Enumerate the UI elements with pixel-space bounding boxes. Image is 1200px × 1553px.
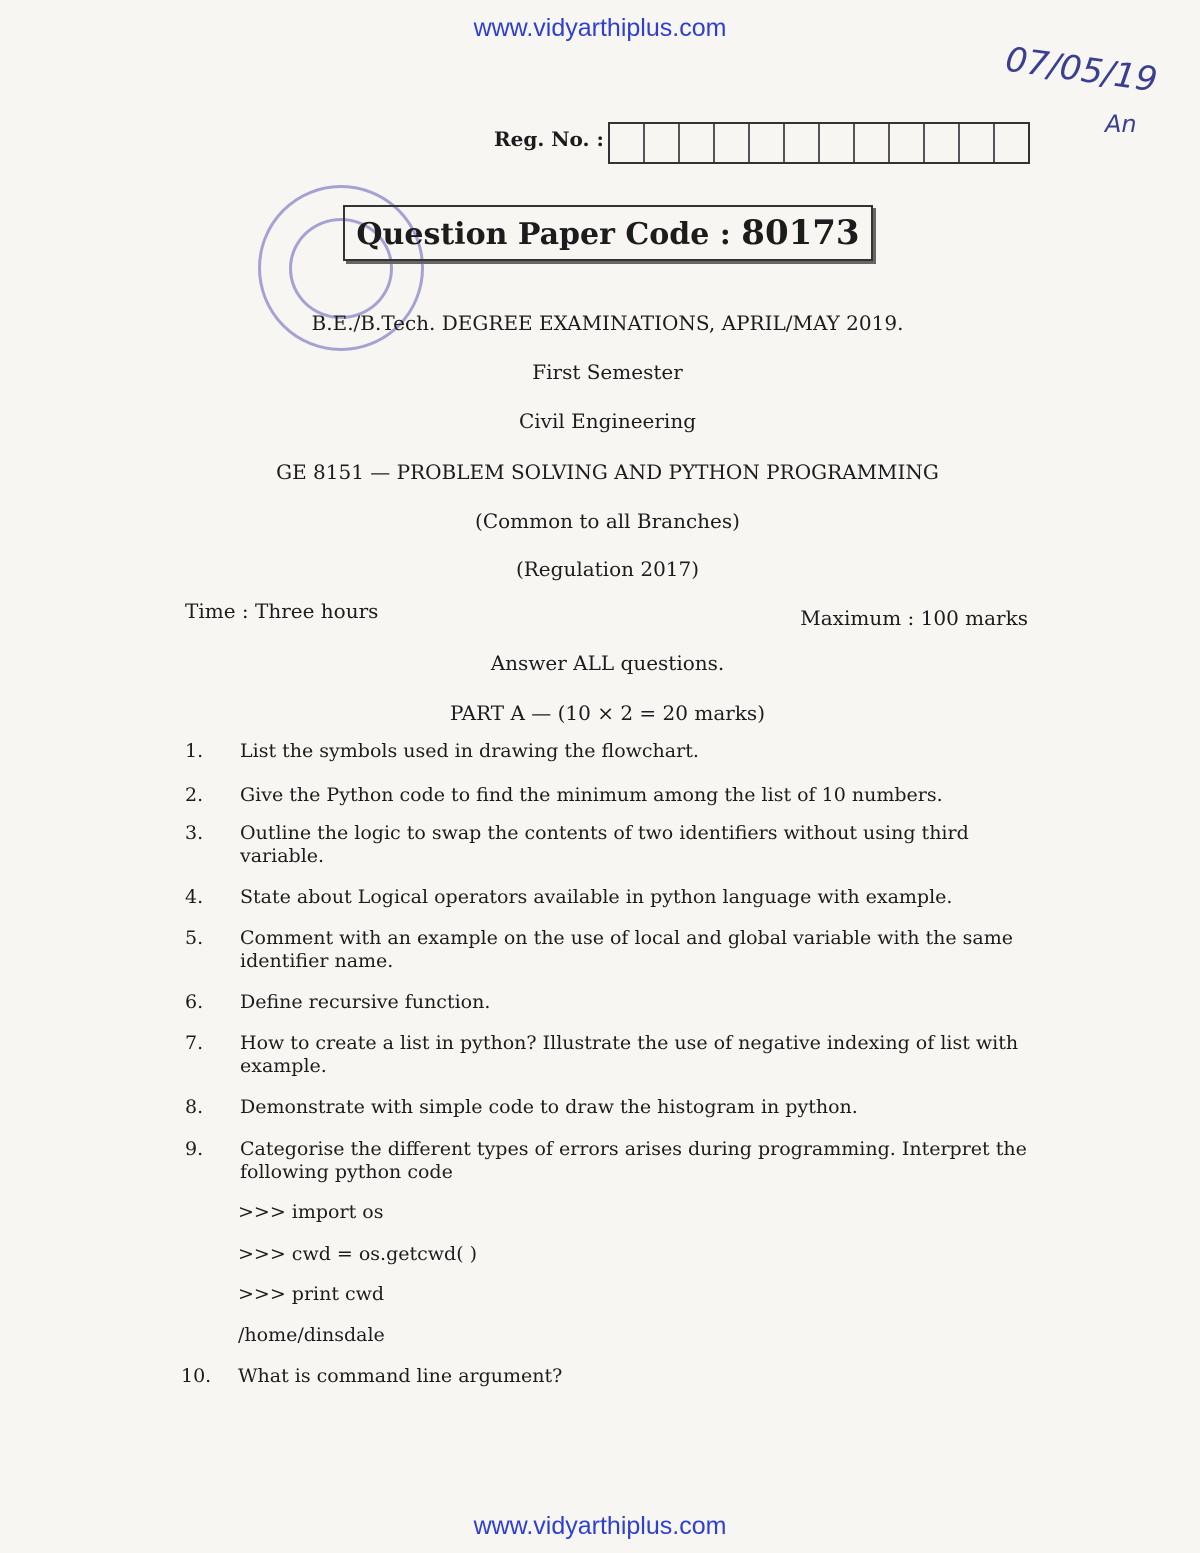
question-text: What is command line argument? [238,1365,563,1387]
question-number: 6. [185,991,204,1013]
question-text: How to create a list in python? Illustrate the use of negative indexing of list with example. [240,1032,1019,1077]
watermark-bottom: www.vidyarthiplus.com [473,1512,727,1540]
regulation: (Regulation 2017) [515,557,700,581]
reg-box [890,124,925,162]
question-number: 8. [185,1096,204,1118]
question-number: 10. [181,1365,212,1387]
question-number: 5. [185,927,204,949]
question-text: Give the Python code to find the minimum among the list of 10 numbers. [240,784,943,806]
code-line: >>> import os [238,1201,384,1223]
degree-title: B.E./B.Tech. DEGREE EXAMINATIONS, APRIL/MAY 2019. [311,311,904,335]
qp-code: 80173 [741,213,860,253]
reg-box [785,124,820,162]
max-marks: Maximum : 100 marks [800,606,1028,630]
code-line: >>> print cwd [238,1283,385,1305]
reg-box [645,124,680,162]
question-text: Demonstrate with simple code to draw the histogram in python. [240,1096,858,1118]
question-text: Define recursive function. [240,991,491,1013]
time-limit: Time : Three hours [185,599,379,623]
reg-box [715,124,750,162]
watermark-top: www.vidyarthiplus.com [473,14,727,42]
qp-label: Question Paper Code : [356,217,731,252]
code-line: /home/dinsdale [238,1324,385,1346]
reg-box [995,124,1028,162]
question-text: Categorise the different types of errors arises during programming. Interpret the following python code [240,1138,1027,1183]
part-heading: PART A — (10 × 2 = 20 marks) [450,701,765,725]
reg-box [855,124,890,162]
reg-box [820,124,855,162]
course-title: GE 8151 — PROBLEM SOLVING AND PYTHON PROGRAMMING [276,460,939,484]
question-number: 1. [185,740,204,762]
instruction: Answer ALL questions. [490,651,725,675]
question-text: List the symbols used in drawing the flowchart. [240,740,699,762]
question-text: State about Logical operators available in python language with example. [240,886,953,908]
common-note: (Common to all Branches) [475,509,740,533]
handwritten-initials: An [1105,110,1137,138]
question-number: 9. [185,1138,204,1160]
semester: First Semester [532,360,683,384]
question-number: 3. [185,822,204,844]
code-line: >>> cwd = os.getcwd( ) [238,1243,478,1265]
handwritten-date: 07/05/19 [1002,39,1160,101]
reg-no-boxes [608,122,1030,164]
question-number: 2. [185,784,204,806]
reg-box [925,124,960,162]
reg-box [750,124,785,162]
department: Civil Engineering [518,409,697,433]
question-number: 4. [185,886,204,908]
reg-no-label: Reg. No. : [494,127,604,151]
question-text: Comment with an example on the use of local and global variable with the same identifier name. [240,927,1013,972]
question-number: 7. [185,1032,204,1054]
question-paper-code [343,205,873,261]
question-text: Outline the logic to swap the contents of two identifiers without using third variable. [240,822,969,867]
reg-box [610,124,645,162]
reg-box [680,124,715,162]
reg-box [960,124,995,162]
